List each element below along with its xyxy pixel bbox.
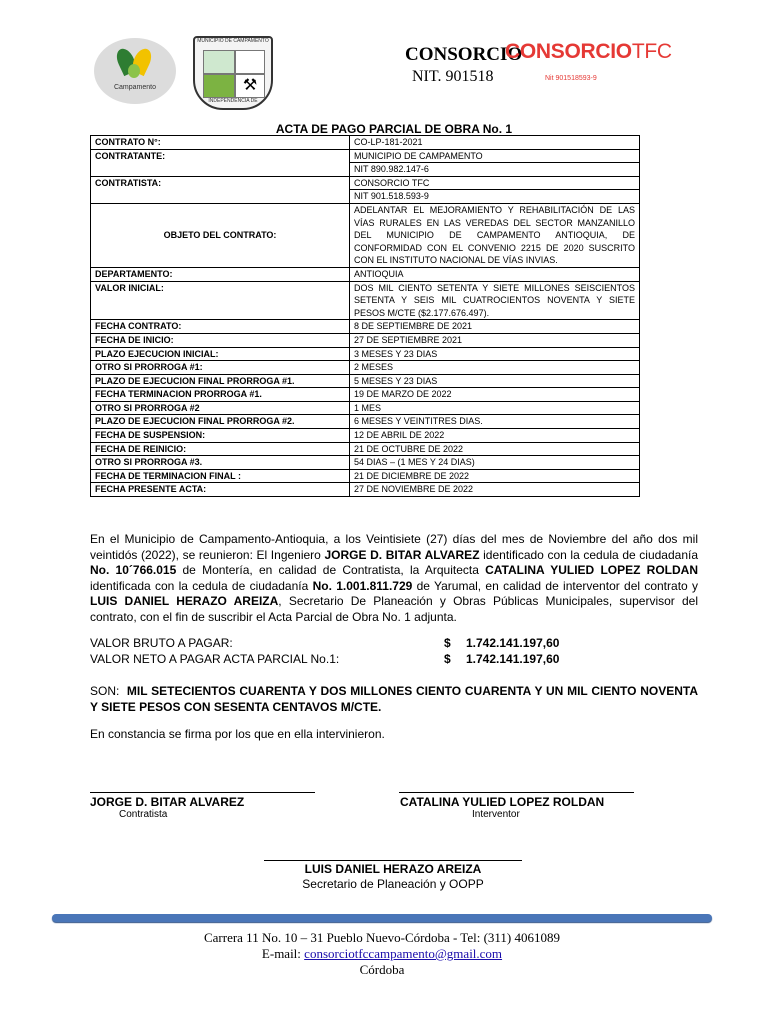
- row-value: 5 MESES Y 23 DIAS: [350, 374, 640, 388]
- row-value: NIT 901.518.593-9: [350, 190, 640, 204]
- row-key: CONTRATANTE:: [91, 149, 350, 176]
- tfc-logo-suffix: TFC: [631, 40, 672, 63]
- table-row: [91, 374, 640, 388]
- para-text: de Yarumal, en calidad de interventor del contrato y: [412, 578, 698, 593]
- contract-table: [90, 135, 640, 497]
- amount-in-words: [90, 683, 698, 715]
- table-row: [91, 483, 640, 497]
- footer-city: Córdoba: [359, 962, 405, 977]
- constancia-text: En constancia se firma por los que en ella intervinieron.: [90, 727, 385, 741]
- footer-email-label: E-mail:: [261, 946, 305, 961]
- row-key: OTRO SI PRORROGA #1:: [91, 361, 350, 375]
- valor-bruto-label: VALOR BRUTO A PAGAR:: [90, 636, 233, 650]
- row-value: NIT 890.982.147-6: [350, 163, 640, 177]
- signature-name-interventor: CATALINA YULIED LOPEZ ROLDAN: [400, 795, 605, 809]
- signature-line: [90, 792, 315, 793]
- table-row: [91, 281, 640, 320]
- para-text: identificado con la cedula de ciudadanía: [479, 547, 699, 562]
- signature-role-secretario: Secretario de Planeación y OOPP: [302, 877, 484, 891]
- table-row: [91, 347, 640, 361]
- row-value: CO-LP-181-2021: [350, 136, 640, 150]
- shield-top-text: MUNICIPIO DE CAMPAMENTO: [197, 38, 269, 44]
- footer-email-line: [52, 946, 712, 962]
- para-text: , Secretario De Planeación y Obras Públicas Municipales, supervisor del contrato, con el fin de suscribir el Acta Parcial de Obra No. 1 adjunta.: [90, 594, 698, 624]
- consorcio-nit: NIT. 901518: [412, 68, 494, 85]
- signature-line: [399, 792, 634, 793]
- row-value: 6 MESES Y VEINTITRES DIAS.: [350, 415, 640, 429]
- row-value: 54 DIAS – (1 MES Y 24 DIAS): [350, 456, 640, 470]
- signature-name-contratista: JORGE D. BITAR ALVAREZ: [90, 795, 245, 809]
- row-value: 19 DE MARZO DE 2022: [350, 388, 640, 402]
- row-key: OTRO SI PRORROGA #2: [91, 401, 350, 415]
- row-value: 1 MES: [350, 401, 640, 415]
- footer-email-link[interactable]: consorciotfccampamento@gmail.com: [304, 946, 503, 961]
- table-row: [91, 136, 640, 150]
- meeting-paragraph: [90, 532, 698, 626]
- son-label: SON:: [90, 684, 120, 698]
- valor-neto-amount: 1.742.141.197,60: [466, 652, 560, 666]
- row-value: 12 DE ABRIL DE 2022: [350, 429, 640, 443]
- campamento-logo-label: Campamento: [113, 84, 157, 91]
- table-row: [91, 429, 640, 443]
- table-row: [91, 442, 640, 456]
- table-row: [91, 456, 640, 470]
- valor-bruto-currency: $: [444, 636, 451, 650]
- table-row: [91, 203, 640, 267]
- signature-role-contratista: Contratista: [119, 809, 168, 820]
- para-text: En el Municipio de Campamento-Antioquia, a los Veintisiete (27) días del mes de Noviembre del año dos mil veintidós (2022), se reunieron: El Ingeniero: [90, 532, 698, 562]
- pickaxe-icon: ⚒: [235, 74, 265, 98]
- signature-line: [264, 860, 522, 861]
- son-text: MIL SETECIENTOS CUARENTA Y DOS MILLONES CIENTO CUARENTA Y UN MIL CIENTO NOVENTA Y SIETE PESOS CON SESENTA CENTAVOS M/CTE.: [90, 684, 698, 714]
- row-key: FECHA DE SUSPENSION:: [91, 429, 350, 443]
- para-text: de Montería, en calidad de Contratista, la Arquitecta: [176, 563, 486, 578]
- row-key: FECHA DE REINICIO:: [91, 442, 350, 456]
- valor-neto-label: VALOR NETO A PAGAR ACTA PARCIAL No.1:: [90, 652, 340, 666]
- table-row: [91, 176, 640, 190]
- table-row: [91, 267, 640, 281]
- supervisor-name: LUIS DANIEL HERAZO AREIZA: [90, 594, 279, 609]
- row-key: VALOR INICIAL:: [91, 281, 350, 320]
- row-value: ADELANTAR EL MEJORAMIENTO Y REHABILITACIÓN DE LAS VÍAS RURALES EN LAS VEREDAS DEL SECTOR MANZANILLO DEL MUNICIPIO DE CAMPAMENTO ANTIOQUIA, DE CONFORMIDAD CON EL CONVENIO 2215 DE 2020 SUSCRITO CON EL INSTITUTO NACIONAL DE VÍAS INVIAS.: [350, 203, 640, 267]
- row-key: CONTRATISTA:: [91, 176, 350, 203]
- footer-bar: [52, 914, 712, 922]
- row-value: ANTIOQUIA: [350, 267, 640, 281]
- row-key: FECHA DE TERMINACION FINAL :: [91, 469, 350, 483]
- row-key: PLAZO EJECUCION INICIAL:: [91, 347, 350, 361]
- tfc-logo: [505, 40, 672, 64]
- signature-role-interventor: Interventor: [472, 809, 520, 820]
- row-key: OBJETO DEL CONTRATO:: [91, 203, 350, 267]
- table-row: [91, 401, 640, 415]
- row-key: FECHA DE INICIO:: [91, 333, 350, 347]
- row-value: 27 DE SEPTIEMBRE 2021: [350, 333, 640, 347]
- consorcio-title: CONSORCIO: [405, 44, 523, 65]
- row-key: FECHA CONTRATO:: [91, 320, 350, 334]
- table-row: [91, 361, 640, 375]
- interventor-id: No. 1.001.811.729: [312, 578, 413, 593]
- row-key: DEPARTAMENTO:: [91, 267, 350, 281]
- row-value: 21 DE DICIEMBRE DE 2022: [350, 469, 640, 483]
- row-key: FECHA PRESENTE ACTA:: [91, 483, 350, 497]
- row-key: CONTRATO N°:: [91, 136, 350, 150]
- footer-address: Carrera 11 No. 10 – 31 Pueblo Nuevo-Córdoba - Tel: (311) 4061089: [203, 930, 561, 945]
- municipality-shield-logo: [193, 36, 273, 110]
- table-row: [91, 333, 640, 347]
- row-key: OTRO SI PRORROGA #3.: [91, 456, 350, 470]
- contractor-name: JORGE D. BITAR ALVAREZ: [324, 547, 480, 562]
- row-value: 2 MESES: [350, 361, 640, 375]
- interventor-name: CATALINA YULIED LOPEZ ROLDAN: [485, 563, 698, 578]
- row-key: PLAZO DE EJECUCION FINAL PRORROGA #2.: [91, 415, 350, 429]
- row-value: 3 MESES Y 23 DIAS: [350, 347, 640, 361]
- table-row: [91, 149, 640, 163]
- shield-bottom-text: INDEPENDENCIA DE: [208, 98, 258, 104]
- row-value: DOS MIL CIENTO SETENTA Y SIETE MILLONES SEISCIENTOS SETENTA Y SEIS MIL CUATROCIENTOS NOVENTA Y SIETE PESOS M/CTE ($2.177.676.497).: [350, 281, 640, 320]
- row-key: FECHA TERMINACION PRORROGA #1.: [91, 388, 350, 402]
- valor-bruto-amount: 1.742.141.197,60: [466, 636, 560, 650]
- document-title: ACTA DE PAGO PARCIAL DE OBRA No. 1: [275, 122, 513, 136]
- table-row: [91, 388, 640, 402]
- row-value: 27 DE NOVIEMBRE DE 2022: [350, 483, 640, 497]
- para-text: identificada con la cedula de ciudadanía: [90, 578, 313, 593]
- table-row: [91, 469, 640, 483]
- campamento-logo: [94, 38, 176, 104]
- signature-name-secretario: LUIS DANIEL HERAZO AREIZA: [304, 862, 482, 876]
- tfc-nit: Nit 901518593-9: [545, 75, 597, 82]
- row-value: 21 DE OCTUBRE DE 2022: [350, 442, 640, 456]
- tfc-logo-brand: CONSORCIO: [505, 40, 632, 63]
- contractor-id: No. 10´766.015: [90, 563, 177, 578]
- table-row: [91, 320, 640, 334]
- valor-neto-currency: $: [444, 652, 451, 666]
- row-key: PLAZO DE EJECUCION FINAL PRORROGA #1.: [91, 374, 350, 388]
- table-row: [91, 415, 640, 429]
- row-value: CONSORCIO TFC: [350, 176, 640, 190]
- row-value: 8 DE SEPTIEMBRE DE 2021: [350, 320, 640, 334]
- row-value: MUNICIPIO DE CAMPAMENTO: [350, 149, 640, 163]
